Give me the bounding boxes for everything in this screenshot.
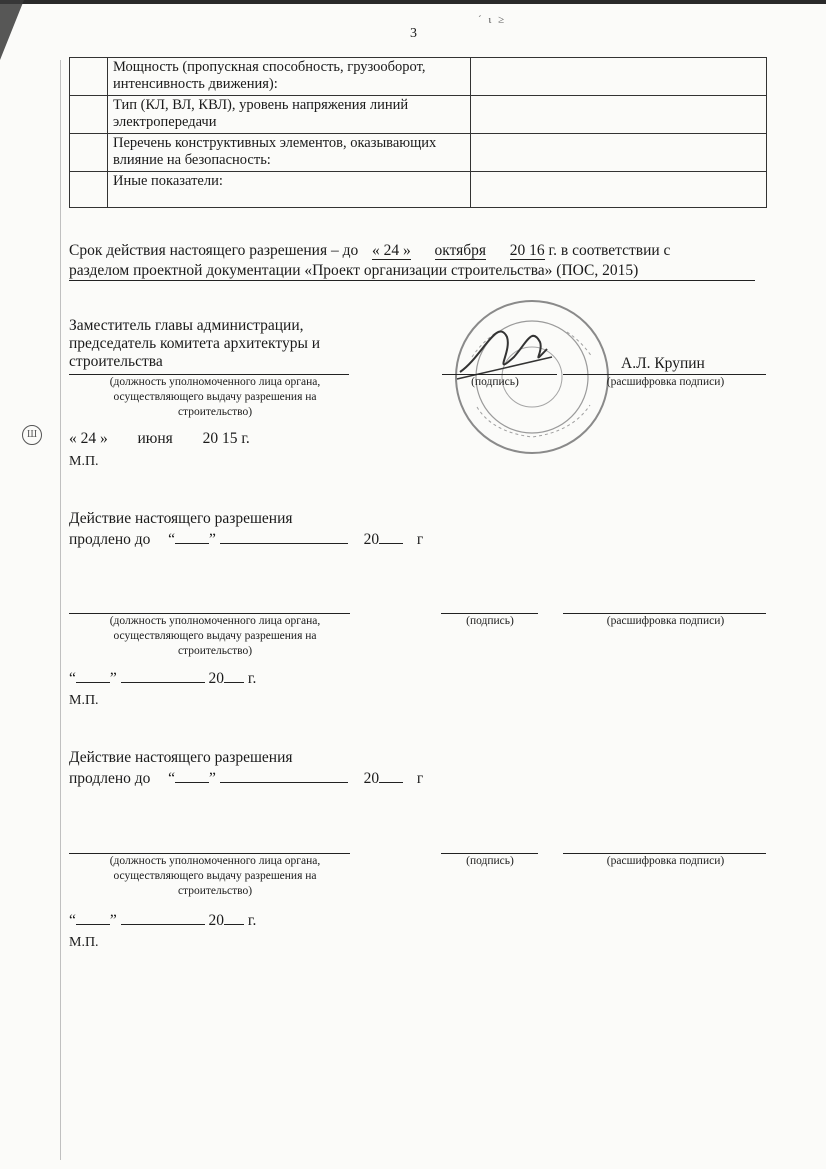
- blank-month: [121, 668, 205, 683]
- quote-close: ”: [209, 531, 216, 548]
- extension-2-heading: Действие настоящего разрешения: [69, 749, 293, 766]
- page-number: 3: [410, 26, 417, 41]
- row-label: Перечень конструктивных элементов, оказывающих влияние на безопасность:: [108, 134, 471, 172]
- extension-2-name-caption: (расшифровка подписи): [606, 855, 725, 867]
- extension-1-prolonged-label: продлено до: [69, 531, 151, 548]
- blank-day: [175, 768, 209, 783]
- row-value: [471, 172, 767, 208]
- year-prefix: 20: [363, 531, 380, 548]
- seal-place-mp: М.П.: [69, 454, 99, 469]
- validity-line-2: разделом проектной документации «Проект организации строительства» (ПОС, 2015): [69, 262, 755, 281]
- validity-suffix: г. в соответствии с: [548, 242, 671, 259]
- blank-month: [220, 529, 348, 544]
- position-caption: (должность уполномоченного лица органа, осуществляющего выдачу разрешения на строительство): [109, 376, 321, 418]
- issue-date-day: « 24 »: [69, 430, 108, 447]
- row-value: [471, 96, 767, 134]
- issue-date-suffix: г.: [241, 430, 250, 447]
- validity-line-1: [69, 242, 670, 260]
- quote-open: “: [168, 531, 176, 548]
- validity-day: « 24 »: [372, 242, 411, 259]
- extension-2-prolonged: [69, 768, 423, 788]
- extension-1-signature-caption: (подпись): [466, 615, 514, 627]
- extension-1-position-caption: (должность уполномоченного лица органа, осуществляющего выдачу разрешения на строительство): [109, 615, 321, 657]
- extension-2-date: [69, 910, 256, 930]
- extension-2-position-caption: (должность уполномоченного лица органа, осуществляющего выдачу разрешения на строительство): [109, 855, 321, 897]
- row-label: Тип (КЛ, ВЛ, КВЛ), уровень напряжения линий электропередачи: [108, 96, 471, 134]
- blank-month: [121, 910, 205, 925]
- quote-open: “: [69, 912, 76, 929]
- signature-caption: (подпись): [471, 376, 519, 388]
- scan-top-edge: [0, 0, 826, 4]
- position-title: Заместитель главы администрации, председатель комитета архитектуры и строительства: [69, 317, 321, 370]
- signer-name: А.Л. Крупин: [621, 355, 705, 372]
- validity-month: октября: [434, 242, 487, 259]
- scan-marks: ˊ ι ≥: [478, 14, 507, 26]
- issue-date-year: 20 15: [202, 430, 238, 447]
- blank-year: [224, 910, 244, 925]
- extension-1-mp: М.П.: [69, 693, 99, 708]
- scan-corner-shadow: [0, 0, 24, 60]
- quote-close: ”: [209, 770, 216, 787]
- blank-day: [175, 529, 209, 544]
- blank-day: [76, 668, 110, 683]
- row-label: Мощность (пропускная способность, грузооборот, интенсивность движения):: [108, 58, 471, 96]
- blank-year: [379, 768, 403, 783]
- year-suffix: г: [416, 770, 424, 787]
- row-value: [471, 58, 767, 96]
- punch-hole-mark: Ш: [22, 425, 42, 445]
- validity-prefix: Срок действия настоящего разрешения – до: [69, 242, 359, 259]
- extension-2-mp: М.П.: [69, 935, 99, 950]
- year-prefix: 20: [208, 670, 225, 687]
- quote-open: “: [168, 770, 176, 787]
- blank-day: [76, 910, 110, 925]
- date-suffix: г.: [247, 912, 257, 929]
- parameters-table: [69, 57, 767, 208]
- date-suffix: г.: [247, 670, 257, 687]
- year-prefix: 20: [363, 770, 380, 787]
- quote-close: ”: [109, 912, 117, 929]
- extension-1-heading: Действие настоящего разрешения: [69, 510, 293, 527]
- extension-1-prolonged: [69, 529, 423, 549]
- extension-1-name-caption: (расшифровка подписи): [606, 615, 725, 627]
- quote-open: “: [69, 670, 76, 687]
- extension-2-signature-caption: (подпись): [466, 855, 514, 867]
- quote-close: ”: [109, 670, 117, 687]
- validity-year: 20 16: [509, 242, 545, 259]
- table-row: [70, 172, 767, 208]
- extension-1-date: [69, 668, 256, 688]
- blank-month: [220, 768, 348, 783]
- issue-date: [69, 430, 250, 448]
- table-row: [70, 134, 767, 172]
- issue-date-month: июня: [137, 430, 173, 447]
- row-label: Иные показатели:: [108, 172, 471, 208]
- name-caption: (расшифровка подписи): [606, 376, 725, 388]
- year-suffix: г: [416, 531, 424, 548]
- table-row: [70, 58, 767, 96]
- blank-year: [224, 668, 244, 683]
- year-prefix: 20: [208, 912, 225, 929]
- extension-2-prolonged-label: продлено до: [69, 770, 151, 787]
- scan-margin-line: [60, 60, 61, 1160]
- table-row: [70, 96, 767, 134]
- blank-year: [379, 529, 403, 544]
- row-value: [471, 134, 767, 172]
